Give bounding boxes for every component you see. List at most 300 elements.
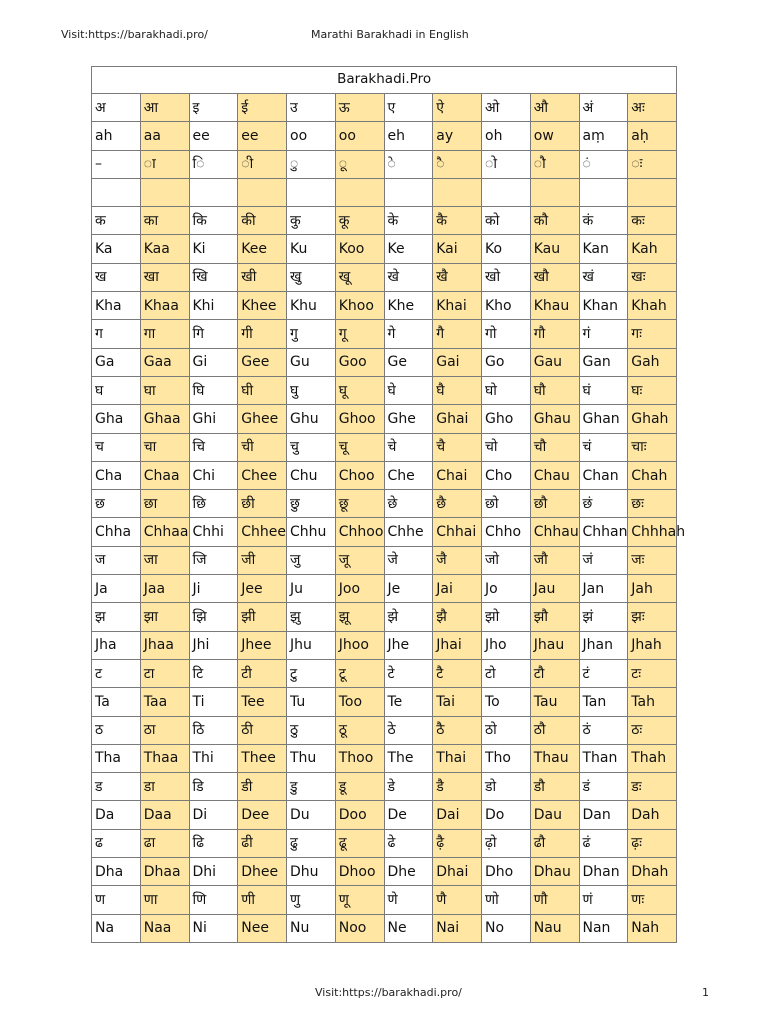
consonant-row	[92, 716, 677, 744]
table-cell: ऐ	[433, 94, 482, 122]
table-cell: जी	[238, 546, 287, 574]
table-cell: खं	[579, 263, 628, 291]
table-cell	[189, 178, 238, 206]
table-cell: Dhu	[287, 858, 336, 886]
table-cell: छा	[140, 490, 189, 518]
table-cell: Ta	[92, 688, 141, 716]
table-cell: Than	[579, 744, 628, 772]
table-cell: घो	[482, 376, 531, 404]
table-cell: चू	[335, 433, 384, 461]
table-cell: Chho	[482, 518, 531, 546]
table-cell: Dee	[238, 801, 287, 829]
table-cell: ढ़ः	[628, 829, 677, 857]
table-cell: Dhai	[433, 858, 482, 886]
table-cell: ं	[579, 150, 628, 178]
table-cell: Tah	[628, 688, 677, 716]
table-cell: Kai	[433, 235, 482, 263]
table-cell: घै	[433, 376, 482, 404]
table-cell: टः	[628, 659, 677, 687]
table-cell: Jan	[579, 575, 628, 603]
header-title: Marathi Barakhadi in English	[311, 28, 469, 41]
table-cell: की	[238, 207, 287, 235]
table-cell	[140, 178, 189, 206]
table-cell: झ	[92, 603, 141, 631]
table-cell: Ki	[189, 235, 238, 263]
table-cell: Ghan	[579, 405, 628, 433]
table-cell	[433, 178, 482, 206]
table-cell: खु	[287, 263, 336, 291]
consonant-latin-row	[92, 292, 677, 320]
table-cell: णि	[189, 886, 238, 914]
table-cell: Chan	[579, 461, 628, 489]
table-cell: Jhoo	[335, 631, 384, 659]
table-cell: Ga	[92, 348, 141, 376]
table-cell: घ	[92, 376, 141, 404]
table-cell: –	[92, 150, 141, 178]
table-cell: छः	[628, 490, 677, 518]
consonant-row	[92, 773, 677, 801]
table-cell: ठ	[92, 716, 141, 744]
table-cell: डं	[579, 773, 628, 801]
table-cell: जं	[579, 546, 628, 574]
table-cell: Dhan	[579, 858, 628, 886]
table-cell: णः	[628, 886, 677, 914]
table-cell: औ	[530, 94, 579, 122]
table-cell: णै	[433, 886, 482, 914]
table-cell: oo	[287, 122, 336, 150]
table-cell: ै	[433, 150, 482, 178]
table-cell: Nah	[628, 914, 677, 942]
table-cell: Ghaa	[140, 405, 189, 433]
table-cell: Naa	[140, 914, 189, 942]
table-cell: Taa	[140, 688, 189, 716]
table-cell: टि	[189, 659, 238, 687]
table-cell: Dhoo	[335, 858, 384, 886]
table-cell: ढा	[140, 829, 189, 857]
table-cell: ढि	[189, 829, 238, 857]
table-cell: Jee	[238, 575, 287, 603]
table-cell: Dah	[628, 801, 677, 829]
table-cell: टै	[433, 659, 482, 687]
page-number: 1	[702, 986, 709, 999]
table-cell: ड	[92, 773, 141, 801]
table-cell: झौ	[530, 603, 579, 631]
table-cell: Khu	[287, 292, 336, 320]
consonant-latin-row	[92, 631, 677, 659]
table-cell: ख	[92, 263, 141, 291]
table-cell: Dai	[433, 801, 482, 829]
table-cell: Thai	[433, 744, 482, 772]
table-cell: गु	[287, 320, 336, 348]
table-cell: डी	[238, 773, 287, 801]
table-cell: Chhee	[238, 518, 287, 546]
table-cell: डु	[287, 773, 336, 801]
table-cell: Tho	[482, 744, 531, 772]
table-cell: णु	[287, 886, 336, 914]
table-cell: णी	[238, 886, 287, 914]
table-cell: Da	[92, 801, 141, 829]
table-cell: Chaa	[140, 461, 189, 489]
table-cell: Jo	[482, 575, 531, 603]
table-cell: चै	[433, 433, 482, 461]
table-cell: डो	[482, 773, 531, 801]
table-cell: ए	[384, 94, 433, 122]
table-cell: Chhu	[287, 518, 336, 546]
table-cell: Jhu	[287, 631, 336, 659]
table-cell: अं	[579, 94, 628, 122]
table-cell: Chhai	[433, 518, 482, 546]
blank-row	[92, 178, 677, 206]
table-cell: खा	[140, 263, 189, 291]
table-cell: आ	[140, 94, 189, 122]
table-cell: Chi	[189, 461, 238, 489]
table-cell: Jhau	[530, 631, 579, 659]
consonant-row	[92, 433, 677, 461]
table-cell: झं	[579, 603, 628, 631]
table-cell: Di	[189, 801, 238, 829]
table-cell: कि	[189, 207, 238, 235]
table-cell: झा	[140, 603, 189, 631]
table-cell: Khan	[579, 292, 628, 320]
table-cell: ढू	[335, 829, 384, 857]
table-cell: Tu	[287, 688, 336, 716]
consonant-latin-row	[92, 688, 677, 716]
table-cell: खः	[628, 263, 677, 291]
table-cell: छू	[335, 490, 384, 518]
table-cell: Chu	[287, 461, 336, 489]
table-cell: Tee	[238, 688, 287, 716]
table-cell: टु	[287, 659, 336, 687]
table-cell: Thu	[287, 744, 336, 772]
table-cell: ठू	[335, 716, 384, 744]
table-cell: Doo	[335, 801, 384, 829]
table-cell: Jhah	[628, 631, 677, 659]
table-cell: Gha	[92, 405, 141, 433]
table-cell: डा	[140, 773, 189, 801]
table-cell: ः	[628, 150, 677, 178]
table-cell: छि	[189, 490, 238, 518]
table-cell: Ku	[287, 235, 336, 263]
table-cell: घौ	[530, 376, 579, 404]
table-cell: खै	[433, 263, 482, 291]
table-cell: चे	[384, 433, 433, 461]
footer-url: Visit:https://barakhadi.pro/	[315, 986, 462, 999]
table-cell: घः	[628, 376, 677, 404]
table-cell: णा	[140, 886, 189, 914]
table-cell: ढु	[287, 829, 336, 857]
table-cell: Gi	[189, 348, 238, 376]
barakhadi-table	[91, 66, 686, 943]
table-cell: ा	[140, 150, 189, 178]
table-cell: गः	[628, 320, 677, 348]
consonant-row	[92, 376, 677, 404]
table-cell: इ	[189, 94, 238, 122]
table-cell: eh	[384, 122, 433, 150]
table-cell: ठं	[579, 716, 628, 744]
table-cell: कं	[579, 207, 628, 235]
table-cell: को	[482, 207, 531, 235]
table-cell: जौ	[530, 546, 579, 574]
table-cell: Kaa	[140, 235, 189, 263]
table-cell: aa	[140, 122, 189, 150]
table-cell: Ni	[189, 914, 238, 942]
table-cell: खौ	[530, 263, 579, 291]
table-cell: झी	[238, 603, 287, 631]
table-cell: अ	[92, 94, 141, 122]
table-cell: Je	[384, 575, 433, 603]
consonant-latin-row	[92, 914, 677, 942]
table-cell: Gu	[287, 348, 336, 376]
table-cell: छौ	[530, 490, 579, 518]
table-cell: कु	[287, 207, 336, 235]
table-cell: के	[384, 207, 433, 235]
table-cell: Jha	[92, 631, 141, 659]
table-cell: Kho	[482, 292, 531, 320]
table-cell: टा	[140, 659, 189, 687]
table-cell: ज	[92, 546, 141, 574]
table-cell: Gau	[530, 348, 579, 376]
table-cell: Gee	[238, 348, 287, 376]
table-cell: अः	[628, 94, 677, 122]
table-cell: चा	[140, 433, 189, 461]
table-cell: खी	[238, 263, 287, 291]
header-url: Visit:https://barakhadi.pro/	[61, 28, 208, 41]
table-cell: Chhe	[384, 518, 433, 546]
table-cell: झि	[189, 603, 238, 631]
consonant-latin-row	[92, 405, 677, 433]
table-cell: चाः	[628, 433, 677, 461]
table-cell: छी	[238, 490, 287, 518]
consonant-latin-row	[92, 744, 677, 772]
table-cell: Nan	[579, 914, 628, 942]
table-cell: Na	[92, 914, 141, 942]
consonant-latin-row	[92, 461, 677, 489]
table-cell: Jhai	[433, 631, 482, 659]
table-cell: जू	[335, 546, 384, 574]
table-cell: Jhaa	[140, 631, 189, 659]
table-cell: Ghu	[287, 405, 336, 433]
table-cell: घे	[384, 376, 433, 404]
table-cell: ow	[530, 122, 579, 150]
table-cell: Thah	[628, 744, 677, 772]
table-cell: No	[482, 914, 531, 942]
table-cell: Thau	[530, 744, 579, 772]
table-cell: चौ	[530, 433, 579, 461]
table-cell: छे	[384, 490, 433, 518]
table-cell: का	[140, 207, 189, 235]
table-cell: कः	[628, 207, 677, 235]
table-cell: Ghah	[628, 405, 677, 433]
consonant-row	[92, 207, 677, 235]
table-cell	[92, 178, 141, 206]
table-cell: णं	[579, 886, 628, 914]
table-cell: जः	[628, 546, 677, 574]
table-cell: Go	[482, 348, 531, 376]
table-cell: Chhau	[530, 518, 579, 546]
table-cell: Too	[335, 688, 384, 716]
table-cell: Kan	[579, 235, 628, 263]
table-cell: Gah	[628, 348, 677, 376]
consonant-row	[92, 886, 677, 914]
table-cell: Dan	[579, 801, 628, 829]
table-cell: छो	[482, 490, 531, 518]
table-cell: Chhi	[189, 518, 238, 546]
table-cell	[335, 178, 384, 206]
table-cell: कू	[335, 207, 384, 235]
table-cell: घी	[238, 376, 287, 404]
table-cell: Ge	[384, 348, 433, 376]
table-cell	[482, 178, 531, 206]
table-cell: घू	[335, 376, 384, 404]
table-cell: डः	[628, 773, 677, 801]
table-cell: डे	[384, 773, 433, 801]
consonant-latin-row	[92, 348, 677, 376]
table-cell: Kau	[530, 235, 579, 263]
table-cell: ढ़ै	[433, 829, 482, 857]
table-cell: णौ	[530, 886, 579, 914]
table-cell: To	[482, 688, 531, 716]
table-cell: क	[92, 207, 141, 235]
table-cell: Thoo	[335, 744, 384, 772]
table-cell: Ghai	[433, 405, 482, 433]
table-cell: Ko	[482, 235, 531, 263]
table-cell: Goo	[335, 348, 384, 376]
table-cell: झः	[628, 603, 677, 631]
table-cell: जि	[189, 546, 238, 574]
consonant-latin-row	[92, 858, 677, 886]
table-cell: ट	[92, 659, 141, 687]
table-cell: उ	[287, 94, 336, 122]
table-cell: छं	[579, 490, 628, 518]
table-cell: Khai	[433, 292, 482, 320]
table-cell: ay	[433, 122, 482, 150]
table-cell: Ja	[92, 575, 141, 603]
table-cell: Gaa	[140, 348, 189, 376]
table-cell: Khe	[384, 292, 433, 320]
table-cell: झे	[384, 603, 433, 631]
table-cell: Kah	[628, 235, 677, 263]
table-cell: े	[384, 150, 433, 178]
table-cell: घा	[140, 376, 189, 404]
consonant-row	[92, 320, 677, 348]
table-cell: छु	[287, 490, 336, 518]
table-cell: टौ	[530, 659, 579, 687]
table-cell: गं	[579, 320, 628, 348]
table-cell: Khah	[628, 292, 677, 320]
table-cell: Ji	[189, 575, 238, 603]
table-cell: ठे	[384, 716, 433, 744]
table-cell: खो	[482, 263, 531, 291]
table-cell: Choo	[335, 461, 384, 489]
consonant-latin-row	[92, 801, 677, 829]
table-cell: Khee	[238, 292, 287, 320]
table-cell: Cho	[482, 461, 531, 489]
table-cell: Khi	[189, 292, 238, 320]
table-cell: ah	[92, 122, 141, 150]
table-cell: Chhoo	[335, 518, 384, 546]
consonant-row	[92, 603, 677, 631]
table-cell: Che	[384, 461, 433, 489]
table-cell: Gho	[482, 405, 531, 433]
table-cell: चं	[579, 433, 628, 461]
table-cell: ु	[287, 150, 336, 178]
table-cell: Chai	[433, 461, 482, 489]
table-cell: Tan	[579, 688, 628, 716]
table-cell: ची	[238, 433, 287, 461]
table-cell	[530, 178, 579, 206]
table-cell: Kha	[92, 292, 141, 320]
table-cell: डै	[433, 773, 482, 801]
table-cell: गै	[433, 320, 482, 348]
table-cell: ढौ	[530, 829, 579, 857]
table-cell: Chha	[92, 518, 141, 546]
table-cell: ो	[482, 150, 531, 178]
table-cell: Thee	[238, 744, 287, 772]
table-cell: जो	[482, 546, 531, 574]
table-cell: गी	[238, 320, 287, 348]
table-cell: चि	[189, 433, 238, 461]
table-cell: Jhi	[189, 631, 238, 659]
table-cell: Chee	[238, 461, 287, 489]
table-cell: De	[384, 801, 433, 829]
table-cell: डौ	[530, 773, 579, 801]
table-cell: कौ	[530, 207, 579, 235]
table-cell: ढी	[238, 829, 287, 857]
table-cell: टे	[384, 659, 433, 687]
table-cell: णे	[384, 886, 433, 914]
consonant-row	[92, 490, 677, 518]
table-cell: Ne	[384, 914, 433, 942]
table-cell: घि	[189, 376, 238, 404]
table-cell: oh	[482, 122, 531, 150]
table-cell: जै	[433, 546, 482, 574]
table-cell: गे	[384, 320, 433, 348]
table-cell: टं	[579, 659, 628, 687]
table-cell: Jah	[628, 575, 677, 603]
table-cell: oo	[335, 122, 384, 150]
table-cell: Ghi	[189, 405, 238, 433]
table-cell: खि	[189, 263, 238, 291]
table-title: Barakhadi.Pro	[92, 67, 677, 94]
table-cell: ऊ	[335, 94, 384, 122]
table-cell: Thaa	[140, 744, 189, 772]
table-cell: ढ	[92, 829, 141, 857]
table-cell: ई	[238, 94, 287, 122]
table-cell: Jau	[530, 575, 579, 603]
table-cell: ठि	[189, 716, 238, 744]
table-cell: Ghau	[530, 405, 579, 433]
table-cell: Khoo	[335, 292, 384, 320]
table-cell: खू	[335, 263, 384, 291]
consonant-row	[92, 546, 677, 574]
table-cell: Dhah	[628, 858, 677, 886]
table-cell: डि	[189, 773, 238, 801]
table-cell: खे	[384, 263, 433, 291]
table-cell: चु	[287, 433, 336, 461]
table-cell: ढं	[579, 829, 628, 857]
table-cell: Dha	[92, 858, 141, 886]
table-cell: aṃ	[579, 122, 628, 150]
table-cell: ण	[92, 886, 141, 914]
table-cell	[287, 178, 336, 206]
table-cell: Nai	[433, 914, 482, 942]
table-cell: Te	[384, 688, 433, 716]
table-cell: Dhee	[238, 858, 287, 886]
table-cell: जे	[384, 546, 433, 574]
table-cell: Gan	[579, 348, 628, 376]
table-cell: Chhan	[579, 518, 628, 546]
consonant-latin-row	[92, 235, 677, 263]
